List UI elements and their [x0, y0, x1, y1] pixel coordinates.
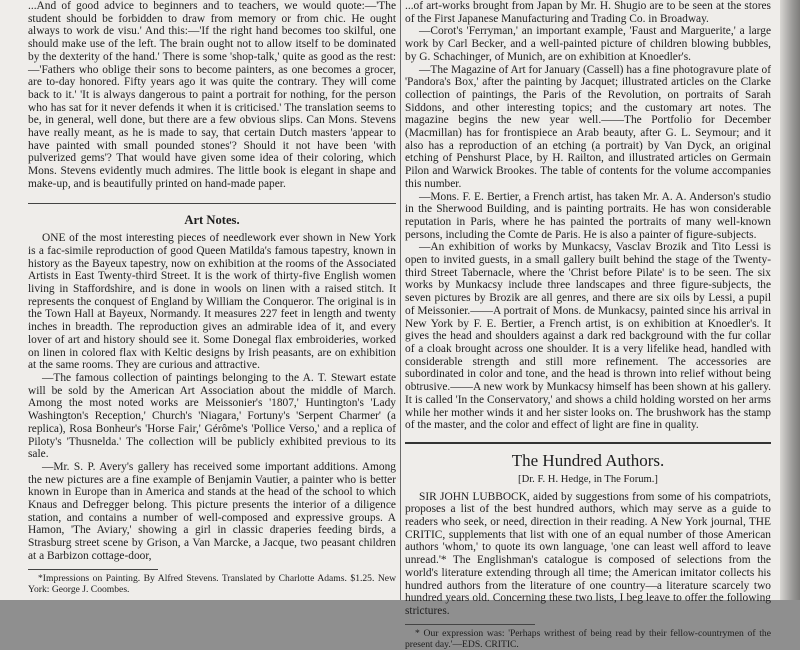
right-footnote-rule [405, 624, 535, 625]
paragraph: —Mons. F. E. Bertier, a French artist, has taken Mr. A. A. Anderson's studio in the Sherwood Building, and is painting portraits. He has won considerable reputation in Paris, where he has painted the portraits of many well-known persons, including the Comte de Paris. He is also a painter of figure-subjects. [405, 190, 771, 241]
hundred-authors-body [405, 491, 771, 618]
section-rule [405, 442, 771, 444]
hundred-authors-byline: [Dr. F. H. Hedge, in The Forum.] [518, 473, 658, 485]
left-footnotes [28, 573, 396, 595]
right-footnotes [405, 628, 771, 650]
column-divider [400, 0, 401, 600]
page-curl-edge [780, 0, 800, 600]
paragraph: —Corot's 'Ferryman,' an important example, 'Faust and Marguerite,' a large work by Carl Becker, and a well-painted picture of children blowing bubbles, by G. Schachinger, of Munich, are on exhibition at Knoedler's. [405, 25, 771, 63]
paragraph: SIR JOHN LUBBOCK, aided by suggestions from some of his compatriots, proposes a list of the best hundred authors, which may serve as a guide to readers who seek, or need, direction in their reading. A New York journal, THE CRITIC, supplements that list with one of an equal number of those American authors 'whom,' to quote its own language, 'one can least well afford to leave unread.'* The Englishman's catalogue is composed of selections from the world's literature extending through all time; the American imitator collects his hundred authors from the literature of one country—a literature scarcely two hundred years old. Concerning these two lists, I beg leave to offer the following strictures. [405, 490, 771, 617]
paragraph: ONE of the most interesting pieces of needlework ever shown in New York is a fac-simile reproduction of good Queen Matilda's famous tapestry, known in history as the Bayeux tapestry, now on exhibition at the rooms of the Associated Artists in East Twenty-third Street. It is the work of thirty-five English women living in Staffordshire, and is done in wools on linen with a raised stitch. It represents the conquest of England by William the Conqueror. The original is in the Town Hall at Bayeux, Normandy. It measures 227 feet in length and twenty inches in breadth. The reproduction gives an admirable idea of it, and every lover of art and history should see it. Some Donegal flax embroideries, worked on linen in colored flax with Keltic designs by Irish peasants, are on exhibition at the same rooms. They are curious and attractive. [28, 232, 396, 372]
paragraph: ...of art-works brought from Japan by Mr. H. Shugio are to be seen at the stores of the First Japanese Manufacturing and Trading Co. in Broadway. [405, 0, 771, 25]
paragraph: —The Magazine of Art for January (Cassell) has a fine photogravure plate of 'Pandora's Box,' after the painting by Jacquet; illustrated articles on the Clarke collection of paintings, the Paris of the Revolution, on portraits of Sarah Siddons, and other interesting topics; and the customary art notes. The magazine begins the new year well.——The Portfolio for December (Macmillan) has for frontispiece an Arab beauty, after G. L. Seymour; and it also has a reproduction of an etching (a portrait) by Van Dyck, an original etching of Penshurst Place, by H. Railton, and illustrated articles on Germain Pilon and Warwick Brookes. The table of contents for the volume accompanies this number. [405, 63, 771, 190]
art-notes-heading: Art Notes. [184, 212, 240, 227]
right-top-text [405, 0, 771, 432]
left-top-rule [28, 203, 396, 204]
art-notes-body [28, 232, 396, 562]
left-top-text [28, 0, 396, 191]
paragraph: —The famous collection of paintings belonging to the A. T. Stewart estate will be sold by the American Art Association about the middle of March. Among the most noted works are Meissonier's '1807,' Huntington's 'Lady Washington's Reception,' Church's 'Niagara,' Fortuny's 'Serpent Charmer' (a replica), Rosa Bonheur's 'Horse Fair,' Gérôme's 'Pollice Verso,' and a replica of Piloty's 'Thusnelda.' The collection will be publicly exhibited previous to its sale. [28, 371, 396, 461]
hundred-authors-title: The Hundred Authors. [511, 450, 665, 470]
paragraph: —Mr. S. P. Avery's gallery has received some important additions. Among the new pictures are a fine example of Benjamin Vautier, a painter who is better known in Europe than in America and stands at the head of the school to which Knaus and Defregger belong. This picture presents the interior of a diligence station, and contains a number of well-composed and expressive groups. A Hamon, 'The Aviary,' showing a girl in classic draperies feeding birds, a Strasburg street scene by Grison, a Van Marcke, a Jacque, two peasant children at a Barbizon cottage-door, [28, 460, 396, 562]
paragraph: —An exhibition of works by Munkacsy, Vasclav Brozik and Tito Lessi is open to invited guests, in a small gallery built behind the stage of the Twenty-third Street Tabernacle, where the 'Christ before Pilate' is to be seen. The six works by Munkacsy include three landscapes and three figure-subjects, the seven pictures by Brozik are all genres, and there are six oils by Lessi, a pupil of Meissonier.——A portrait of Mons. de Munkacsy, painted since his arrival in New York by F. E. Bertier, a French artist, is on exhibition at Knoedler's. It gives the head and shoulders against a dark red background with the fur collar of a cloak brought across one shoulder. It is a very lifelike head, handled with considerable strength and still more refinement. The accessories are subordinated in color and tone, and the head is thrown into relief without being obtrusive.——A new work by Munkacsy himself has been shown at his gallery. It is called 'In the Conservatory,' and shows a child holding worsted on her arms while her mother winds it and her sister looks on. The brushwork has the stamp of the master, and the color and effect of light are fine in quality. [405, 241, 771, 432]
paragraph: *Impressions on Painting. By Alfred Stevens. Translated by Charlotte Adams. $1.25. New York: George J. Coombes. [28, 572, 396, 595]
right-column [405, 0, 771, 650]
left-column [28, 0, 396, 595]
paragraph: * Our expression was: 'Perhaps writhest of being read by their fellow-countrymen of the present day.'—EDS. CRITIC. [405, 627, 771, 650]
footnote-rule [28, 569, 158, 570]
paragraph: ...And of good advice to beginners and to teachers, we would quote:—'The student should be forbidden to draw from memory or from chic. He ought always to work de visu.' And this:—'If the right hand becomes too skilful, one should make use of the left. The brain ought not to allow itself to be dominated by the dexterity of the hand.' There is some 'shop-talk,' quite as good as the rest:—'Fathers who oblige their sons to become painters, as one becomes a grocer, are to-day honored. Fifty years ago it was quite the contrary. They will come back to it.' 'It is always dangerous to paint a portrait for nothing, for the person who has sat for it never defends it when it is criticised.' The translation seems to be, in general, well done, but there are a few obvious slips. Can Mons. Stevens have really meant, as he is made to say, that certain Dutch masters 'appear to have painted with small pounded stones'? Should it not have been 'with pulverized gems'? That would have given some idea of their coloring, which Mons. Stevens evidently much admires. The little book is elegant in shape and make-up, and is beautifully printed on hand-made paper. [28, 0, 396, 190]
